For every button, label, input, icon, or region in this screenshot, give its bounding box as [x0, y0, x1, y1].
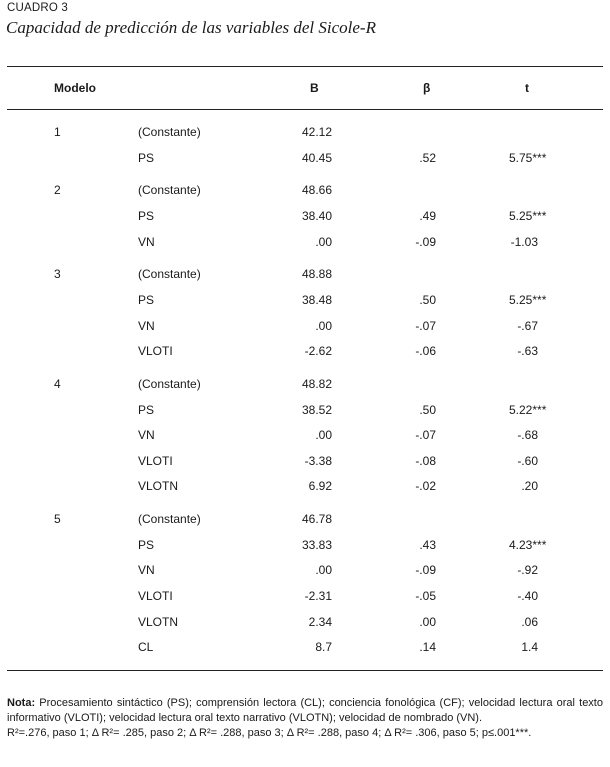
cell-beta: .50 — [419, 292, 436, 307]
cell-b: 38.48 — [301, 292, 332, 307]
cell-b: -2.31 — [304, 589, 332, 604]
cell-beta: -.09 — [415, 234, 436, 249]
cell-variable: PS — [138, 208, 155, 223]
cell-b: 38.52 — [301, 402, 332, 417]
cell-variable: VN — [138, 428, 155, 443]
cell-beta: .52 — [419, 150, 436, 165]
cell-beta: -.05 — [415, 589, 436, 604]
note-text: Procesamiento sintáctico (PS); comprensión lectora (CL); conciencia fonológica (CF); velocidad lectura oral texto informativo (VLOTI); velocidad lectura oral texto narrativo (VLOTN); velocidad de nombrado (VN). — [7, 697, 603, 724]
bottom-rule — [7, 670, 603, 671]
cell-variable: VLOTN — [138, 479, 179, 494]
cell-t: 5.75*** — [509, 150, 547, 165]
cell-variable: (Constante) — [138, 125, 201, 139]
model-number: 2 — [54, 183, 61, 198]
cell-beta: -.07 — [415, 428, 436, 443]
cell-t: -.67 — [517, 318, 538, 333]
cell-b: .00 — [315, 563, 332, 578]
cell-beta: -.08 — [415, 453, 436, 468]
note-stats: R²=.276, paso 1; Δ R²= .285, paso 2; Δ R²= .288, paso 3; Δ R²= .288, paso 4; Δ R²= .306, paso 5; p≤.001***. — [7, 727, 532, 739]
cell-b: 33.83 — [301, 537, 332, 552]
header-t: t — [525, 81, 529, 95]
cell-t: -.92 — [517, 563, 538, 578]
cell-b: .00 — [315, 318, 332, 333]
cell-t: -.68 — [517, 428, 538, 443]
model-number: 5 — [54, 512, 61, 527]
note-label: Nota: — [7, 697, 36, 709]
cell-t: 1.4 — [521, 640, 538, 655]
cell-b: 6.92 — [308, 479, 332, 494]
cell-variable: (Constante) — [138, 376, 201, 391]
table-label: CUADRO 3 — [7, 2, 69, 14]
cell-b: 48.66 — [301, 183, 332, 198]
cell-t: .06 — [521, 614, 538, 629]
cell-b: 46.78 — [301, 512, 332, 527]
cell-t: -1.03 — [510, 234, 538, 249]
model-number: 1 — [54, 125, 61, 139]
cell-b: 2.34 — [308, 614, 332, 629]
cell-beta: .43 — [419, 537, 436, 552]
cell-t: -.40 — [517, 589, 538, 604]
cell-b: 40.45 — [301, 150, 332, 165]
cell-variable: PS — [138, 292, 155, 307]
cell-beta: -.09 — [415, 563, 436, 578]
cell-variable: VN — [138, 563, 155, 578]
cell-b: 48.88 — [301, 267, 332, 282]
table-title: Capacidad de predicción de las variables del Sicole-R — [6, 18, 376, 37]
model-number: 3 — [54, 267, 61, 282]
header-modelo: Modelo — [54, 81, 96, 95]
cell-variable: (Constante) — [138, 183, 201, 198]
cell-t: -.60 — [517, 453, 538, 468]
cell-t: 4.23*** — [509, 537, 547, 552]
cell-b: .00 — [315, 234, 332, 249]
model-number: 4 — [54, 376, 61, 391]
cell-b: 48.82 — [301, 376, 332, 391]
cell-beta: -.02 — [415, 479, 436, 494]
cell-variable: VLOTN — [138, 614, 179, 629]
header-b: B — [310, 81, 319, 95]
cell-variable: (Constante) — [138, 267, 201, 282]
cell-variable: PS — [138, 150, 155, 165]
cell-variable: VLOTI — [138, 589, 173, 604]
cell-variable: VLOTI — [138, 453, 173, 468]
cell-variable: VN — [138, 234, 155, 249]
cell-t: 5.25*** — [509, 292, 547, 307]
header-beta: β — [423, 81, 431, 95]
cell-variable: (Constante) — [138, 512, 201, 527]
cell-b: .00 — [315, 428, 332, 443]
cell-variable: CL — [138, 640, 154, 655]
cell-b: 38.40 — [301, 208, 332, 223]
cell-t: 5.22*** — [509, 402, 547, 417]
cell-b: 8.7 — [315, 640, 332, 655]
cell-beta: .49 — [419, 208, 436, 223]
cell-beta: .50 — [419, 402, 436, 417]
cell-b: 42.12 — [301, 125, 332, 139]
cell-beta: -.06 — [415, 344, 436, 359]
cell-variable: VLOTI — [138, 344, 173, 359]
header-rule — [7, 109, 603, 110]
top-rule — [7, 66, 603, 67]
cell-beta: -.07 — [415, 318, 436, 333]
cell-t: .20 — [521, 479, 538, 494]
cell-b: -3.38 — [304, 453, 332, 468]
cell-t: -.63 — [517, 344, 538, 359]
cell-t: 5.25*** — [509, 208, 547, 223]
cell-b: -2.62 — [304, 344, 332, 359]
cell-beta: .14 — [419, 640, 436, 655]
cell-variable: VN — [138, 318, 155, 333]
cell-beta: .00 — [419, 614, 436, 629]
cell-variable: PS — [138, 537, 155, 552]
cell-variable: PS — [138, 402, 155, 417]
table-note — [7, 696, 603, 741]
